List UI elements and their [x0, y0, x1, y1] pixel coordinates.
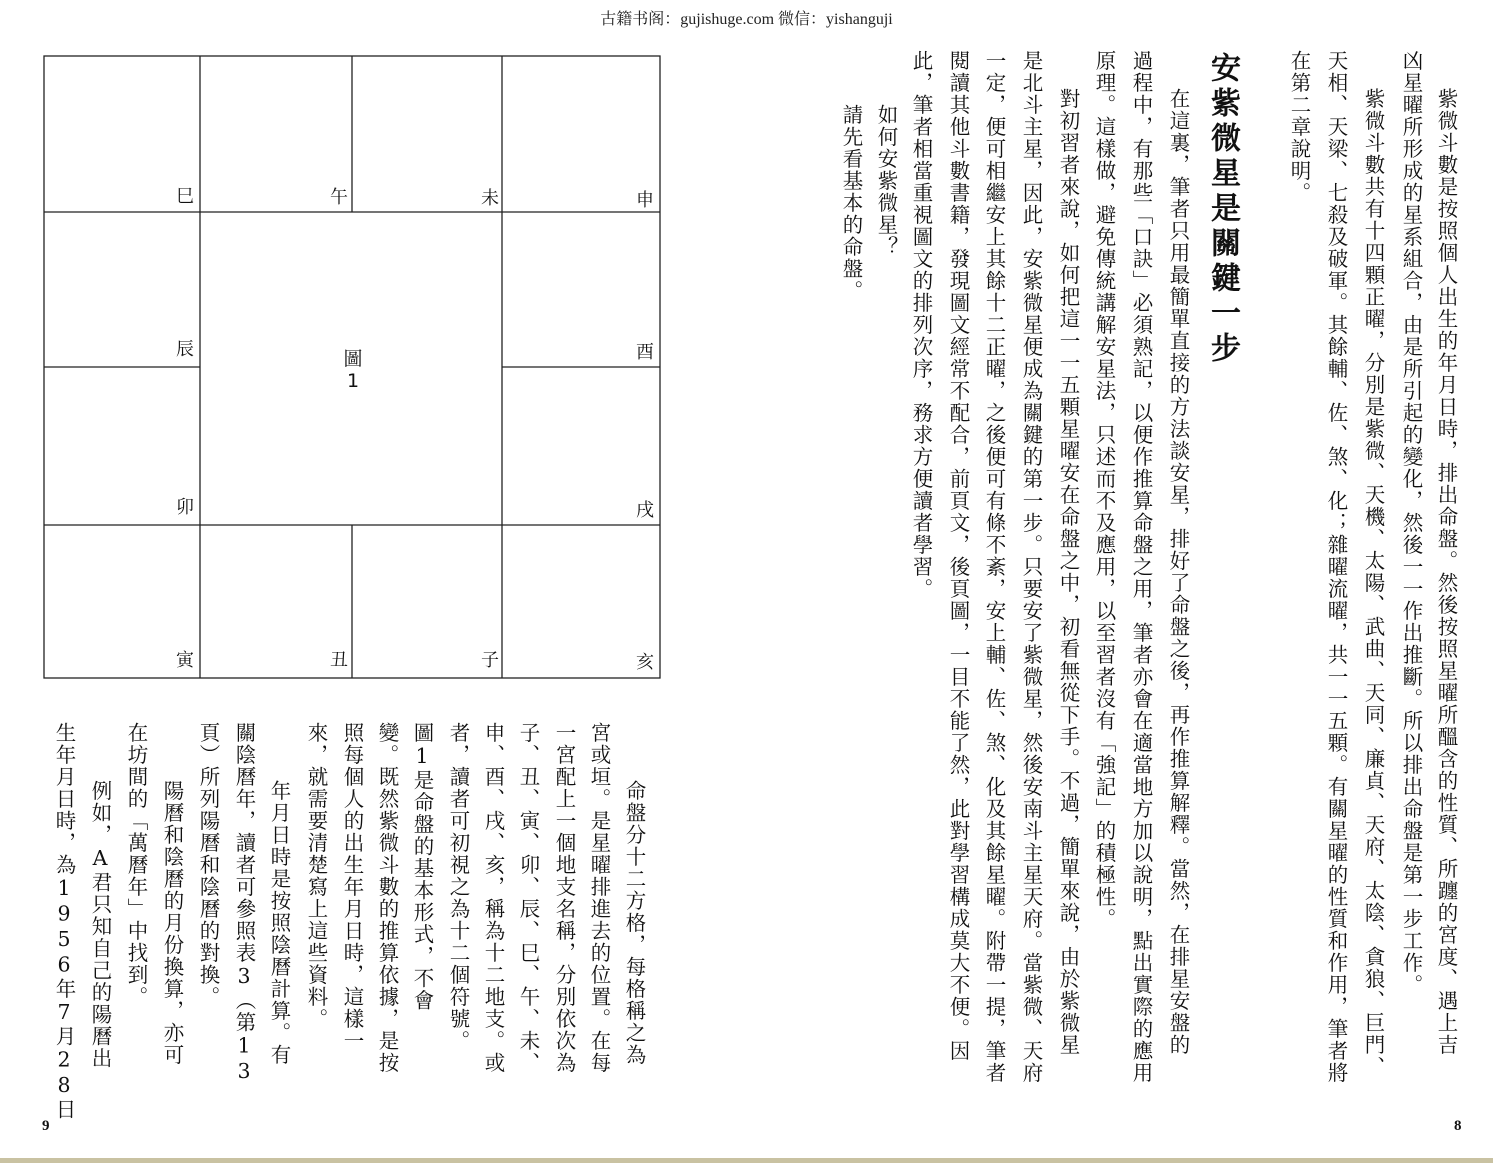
- palace-wu: 午: [330, 187, 348, 208]
- text-column: 紫微斗數是按照個人出生的年月日時，排出命盤。然後按照星曜所醞含的性質、所躔的宮度、遇上吉: [1434, 88, 1458, 1056]
- text-column: 來，就需要清楚寫上這些資料。: [304, 722, 328, 1030]
- page-number-left: 9: [42, 1118, 50, 1134]
- palace-chou: 丑: [330, 650, 348, 671]
- page-number-right: 8: [1454, 1118, 1462, 1134]
- text-column: 一宮配上一個地支名稱，分別依次為: [552, 722, 576, 1074]
- text-column: 照每個人的出生年月日時，這樣一: [340, 722, 364, 1052]
- text-column: 原理。這樣做，避免傳統講解安星法，只述而不及應用，以至習者沒有「強記」的積極性。: [1092, 50, 1116, 930]
- text-column: 在第二章說明。: [1287, 50, 1311, 204]
- text-column: 宮或垣。是星曜排進去的位置。在每: [587, 722, 611, 1074]
- text-column: 是北斗主星，因此，安紫微星便成為關鍵的第一步。只要安了紫微星，然後安南斗主星天府。當紫微、天府: [1019, 50, 1043, 1084]
- text-column: 生年月日時，為1956年7月28日: [52, 722, 76, 1121]
- text-column: 如何安紫微星？: [874, 104, 898, 258]
- text-column: 一定，便可相繼安上其餘十二正曜，之後便可有條不紊，安上輔、佐、煞、化及其餘星曜。附帶一提，筆者: [982, 50, 1006, 1084]
- palace-yin: 寅: [176, 650, 194, 671]
- text-column: 例如，A君只知自己的陽曆出: [88, 780, 112, 1070]
- text-column: 天相、天梁、七殺及破軍。其餘輔、佐、煞、化；雜曜流曜，共一一五顆。有關星曜的性質和作用，筆者將: [1324, 50, 1348, 1084]
- text-column: 圖1是命盤的基本形式，不會: [410, 722, 434, 1012]
- text-column: 頁）所列陽曆和陰曆的對換。: [196, 722, 220, 1008]
- text-column: 陽曆和陰曆的月份換算，亦可: [160, 780, 184, 1066]
- text-column: 紫微斗數共有十四顆正曜，分別是紫微、天機、太陽、武曲、天同、廉貞、天府、太陰、貪狼、巨門、: [1361, 88, 1385, 1078]
- palace-si: 巳: [176, 186, 194, 207]
- text-column: 閱讀其他斗數書籍，發現圖文經常不配合，前頁文，後頁圖，一目不能了然，此對學習構成莫大不便。因: [946, 50, 970, 1062]
- text-column: 此，筆者相當重視圖文的排列次序，務求方便讀者學習。: [909, 50, 933, 600]
- palace-mao: 卯: [176, 497, 194, 518]
- palace-chen: 辰: [176, 339, 194, 360]
- chart-label-line1: 圖: [343, 348, 363, 370]
- palace-xu: 戌: [636, 500, 654, 521]
- palace-you: 酉: [636, 342, 654, 363]
- text-column: 凶星曜所形成的星系組合，由是所引起的變化，然後一一作出推斷。所以排出命盤是第一步工作。: [1399, 50, 1423, 996]
- text-column: 在這裏，筆者只用最簡單直接的方法談安星，排好了命盤之後，再作推算解釋。當然，在排星安盤的: [1166, 88, 1190, 1056]
- text-column: 命盤分十二方格，每格稱之為: [622, 780, 646, 1066]
- text-column: 對初習者來說，如何把這一一五顆星曜安在命盤之中，初看無從下手。不過，簡單來說，由於紫微星: [1056, 88, 1080, 1056]
- text-column: 子、丑、寅、卯、辰、巳、午、未、: [516, 722, 540, 1074]
- text-column: 變。既然紫微斗數的推算依據，是按: [375, 722, 399, 1074]
- site-banner: 古籍书阁：gujishuge.com 微信：yishanguji: [600, 11, 893, 28]
- palace-hai: 亥: [636, 652, 654, 673]
- chart-label: [330, 348, 376, 392]
- text-column: 過程中，有那些「口訣」必須熟記，以便作推算命盤之用，筆者亦會在適當地方加以說明，點出實際的應用: [1129, 50, 1153, 1084]
- section-heading: 安紫微星是關鍵一步: [1205, 52, 1240, 367]
- text-column: 關陰曆年，讀者可參照表3（第13: [232, 722, 256, 1085]
- chart-label-line2: 1: [346, 370, 360, 392]
- text-column: 者，讀者可初視之為十二個符號。: [446, 722, 470, 1052]
- text-column: 申、酉、戌、亥，稱為十二地支。或: [481, 722, 505, 1074]
- palace-shen: 申: [636, 190, 654, 211]
- text-column: 在坊間的「萬曆年」中找到。: [124, 722, 148, 1008]
- footer-band: [0, 1158, 1493, 1163]
- text-column: 請先看基本的命盤。: [839, 104, 863, 302]
- text-column: 年月日時是按照陰曆計算。有: [267, 780, 291, 1066]
- palace-zi: 子: [481, 650, 499, 671]
- palace-wei: 未: [481, 188, 499, 209]
